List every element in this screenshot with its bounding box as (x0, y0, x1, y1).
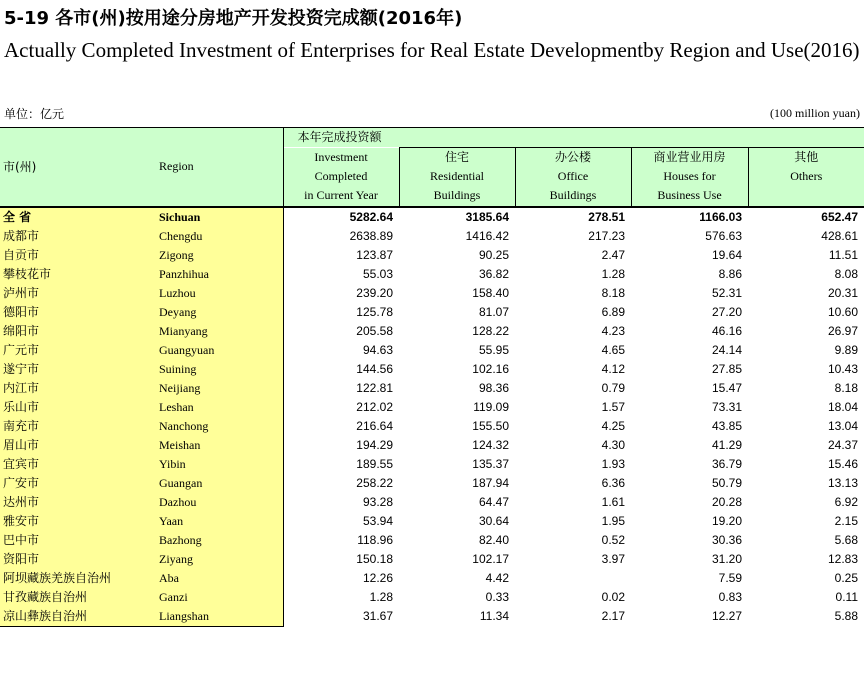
table-row (0, 493, 864, 512)
header-residential-line3: Buildings (433, 188, 481, 203)
region-name-en: Nanchong (157, 417, 283, 436)
region-name-cn: 眉山市 (0, 436, 157, 455)
value-bus: 15.47 (711, 380, 742, 395)
region-name-en: Dazhou (157, 493, 283, 512)
region-name-en: Bazhong (157, 531, 283, 550)
value-oth: 15.46 (827, 456, 858, 471)
header-residential-cn: 住宅 (444, 150, 469, 165)
value-res: 0.33 (485, 589, 509, 604)
value-oth: 20.31 (827, 285, 858, 300)
value-oth: 8.18 (834, 380, 858, 395)
region-name-cn: 绵阳市 (0, 322, 157, 341)
region-name-en: Meishan (157, 436, 283, 455)
header-region-en: Region (157, 128, 283, 207)
region-name-en: Mianyang (157, 322, 283, 341)
value-bus: 24.14 (711, 342, 742, 357)
header-investment-line3: in Current Year (304, 188, 378, 202)
value-res: 3185.64 (465, 209, 509, 224)
value-oth: 26.97 (827, 323, 858, 338)
value-oth: 428.61 (821, 228, 858, 243)
value-oth: 8.08 (834, 266, 858, 281)
unit-label-en: (100 million yuan) (770, 106, 860, 120)
value-oth: 12.83 (827, 551, 858, 566)
region-name-cn: 宜宾市 (0, 455, 157, 474)
value-res: 82.40 (478, 532, 509, 547)
value-bus: 27.85 (711, 361, 742, 376)
value-res: 128.22 (472, 323, 509, 338)
region-name-en: Deyang (157, 303, 283, 322)
value-bus: 27.20 (711, 304, 742, 319)
value-res: 90.25 (478, 247, 509, 262)
region-name-en: Luzhou (157, 284, 283, 303)
header-business-cn: 商业营业用房 (653, 150, 726, 165)
table-row (0, 303, 864, 322)
value-off: 6.36 (601, 475, 625, 490)
value-bus: 19.20 (711, 513, 742, 528)
header-investment (283, 148, 399, 207)
value-off: 2.17 (601, 608, 625, 623)
value-bus: 30.36 (711, 532, 742, 547)
value-inv: 118.96 (357, 532, 393, 547)
region-name-en: Sichuan (157, 207, 283, 227)
region-name-en: Neijiang (157, 379, 283, 398)
region-name-cn: 资阳市 (0, 550, 157, 569)
value-inv: 216.64 (356, 418, 393, 433)
value-oth: 13.13 (827, 475, 858, 490)
value-oth: 652.47 (821, 209, 858, 224)
value-res: 102.16 (472, 361, 509, 376)
value-res: 55.95 (478, 342, 509, 357)
region-name-en: Panzhihua (157, 265, 283, 284)
value-off: 4.65 (601, 342, 625, 357)
value-inv: 123.87 (356, 247, 393, 262)
value-inv: 93.28 (362, 494, 393, 509)
value-oth: 0.25 (834, 570, 858, 585)
value-off: 6.89 (601, 304, 625, 319)
value-res: 119.09 (473, 399, 509, 414)
region-name-cn: 阿坝藏族羌族自治州 (0, 569, 157, 588)
region-name-cn: 广安市 (0, 474, 157, 493)
header-others-en: Others (790, 169, 823, 183)
value-inv: 122.81 (356, 380, 393, 395)
value-off: 2.47 (601, 247, 625, 262)
table-row (0, 341, 864, 360)
value-res: 102.17 (472, 551, 509, 566)
value-off: 0.52 (601, 532, 625, 547)
region-name-cn: 内江市 (0, 379, 157, 398)
value-off: 217.23 (588, 228, 625, 243)
region-name-en: Chengdu (157, 227, 283, 246)
region-name-cn: 甘孜藏族自治州 (0, 588, 157, 607)
region-name-cn: 泸州市 (0, 284, 157, 303)
table-title-cn: 5-19 各市(州)按用途分房地产开发投资完成额(2016年) (4, 8, 463, 29)
header-others (748, 148, 864, 207)
header-others-cn: 其他 (794, 150, 819, 164)
value-res: 155.50 (472, 418, 509, 433)
value-inv: 150.18 (356, 551, 393, 566)
header-business-line2: Houses for (663, 169, 716, 184)
value-bus: 52.31 (711, 285, 742, 300)
value-inv: 12.26 (362, 570, 393, 585)
value-inv: 212.02 (356, 399, 393, 414)
header-business-line3: Business Use (657, 188, 722, 203)
table-row (0, 265, 864, 284)
table-title-en: Actually Completed Investment of Enterprises for Real Estate Developmentby Region and Use(2016) (4, 38, 860, 62)
value-bus: 8.86 (718, 266, 742, 281)
value-inv: 5282.64 (349, 209, 393, 224)
value-oth: 9.89 (834, 342, 858, 357)
table-row (0, 322, 864, 341)
region-name-en: Yaan (157, 512, 283, 531)
region-name-cn: 达州市 (0, 493, 157, 512)
value-oth: 5.68 (834, 532, 858, 547)
value-inv: 258.22 (356, 475, 393, 490)
value-inv: 189.55 (356, 456, 393, 471)
region-name-cn: 乐山市 (0, 398, 157, 417)
table-body (0, 207, 864, 627)
value-bus: 50.79 (711, 475, 742, 490)
region-name-cn: 攀枝花市 (0, 265, 157, 284)
value-oth: 2.15 (834, 513, 858, 528)
value-bus: 1166.03 (699, 209, 742, 224)
value-inv: 94.63 (362, 342, 393, 357)
value-oth: 24.37 (827, 437, 858, 452)
region-name-cn: 巴中市 (0, 531, 157, 550)
value-bus: 46.16 (711, 323, 742, 338)
header-region-cn: 市(州) (0, 128, 157, 207)
region-name-en: Yibin (157, 455, 283, 474)
table-row (0, 360, 864, 379)
value-inv: 1.28 (369, 589, 393, 604)
region-name-en: Ziyang (157, 550, 283, 569)
region-name-en: Liangshan (157, 607, 283, 627)
value-inv: 2638.89 (349, 228, 393, 243)
value-res: 4.42 (485, 570, 509, 585)
region-name-cn: 德阳市 (0, 303, 157, 322)
value-inv: 31.67 (362, 608, 393, 623)
value-off: 8.18 (601, 285, 625, 300)
value-bus: 36.79 (711, 456, 742, 471)
value-res: 64.47 (478, 494, 509, 509)
value-oth: 13.04 (827, 418, 858, 433)
value-off: 4.30 (601, 437, 625, 452)
value-bus: 0.83 (718, 589, 742, 604)
region-name-en: Guangyuan (157, 341, 283, 360)
table-row (0, 474, 864, 493)
region-name-cn: 遂宁市 (0, 360, 157, 379)
value-off (515, 569, 631, 588)
value-bus: 41.29 (711, 437, 742, 452)
value-bus: 576.63 (705, 228, 742, 243)
region-name-en: Suining (157, 360, 283, 379)
value-bus: 73.31 (711, 399, 742, 414)
header-business (631, 148, 748, 207)
region-name-en: Leshan (157, 398, 283, 417)
table-row (0, 436, 864, 455)
region-name-cn: 雅安市 (0, 512, 157, 531)
region-name-cn: 广元市 (0, 341, 157, 360)
value-off: 0.79 (601, 380, 625, 395)
value-res: 81.07 (478, 304, 509, 319)
value-inv: 194.29 (356, 437, 393, 452)
value-off: 1.57 (601, 399, 625, 414)
value-bus: 43.85 (711, 418, 742, 433)
value-res: 135.37 (472, 456, 509, 471)
table-row (0, 531, 864, 550)
header-office (515, 148, 631, 207)
value-inv: 53.94 (362, 513, 393, 528)
table-row (0, 246, 864, 265)
value-res: 36.82 (478, 266, 509, 281)
table-row (0, 227, 864, 246)
header-investment-line1: Investment (314, 150, 368, 164)
header-residential (399, 148, 515, 207)
table-row (0, 284, 864, 303)
value-off: 4.12 (601, 361, 625, 376)
value-res: 11.34 (479, 608, 509, 623)
table-row (0, 455, 864, 474)
region-name-cn: 全 省 (0, 207, 157, 227)
value-oth: 11.51 (828, 247, 858, 262)
value-bus: 12.27 (711, 608, 742, 623)
table-row (0, 379, 864, 398)
table-row (0, 569, 864, 588)
value-oth: 10.43 (827, 361, 858, 376)
table-row (0, 417, 864, 436)
value-inv: 55.03 (362, 266, 393, 281)
header-office-line2: Office (557, 169, 589, 184)
region-name-en: Aba (157, 569, 283, 588)
table-row (0, 512, 864, 531)
value-off: 278.51 (588, 209, 625, 224)
value-off: 4.25 (601, 418, 625, 433)
value-oth: 5.88 (834, 608, 858, 623)
value-off: 1.61 (601, 494, 625, 509)
region-name-cn: 凉山彝族自治州 (0, 607, 157, 627)
value-inv: 205.58 (356, 323, 393, 338)
value-bus: 20.28 (711, 494, 742, 509)
value-oth: 18.04 (827, 399, 858, 414)
value-inv: 144.56 (356, 361, 393, 376)
header-office-cn: 办公楼 (554, 150, 591, 165)
value-oth: 6.92 (834, 494, 858, 509)
value-off: 4.23 (601, 323, 625, 338)
region-name-cn: 成都市 (0, 227, 157, 246)
value-off: 0.02 (601, 589, 625, 604)
value-res: 124.32 (472, 437, 509, 452)
value-off: 3.97 (601, 551, 625, 566)
value-res: 30.64 (478, 513, 509, 528)
region-name-en: Zigong (157, 246, 283, 265)
table-row-total (0, 207, 864, 227)
value-bus: 31.20 (711, 551, 742, 566)
value-res: 98.36 (478, 380, 509, 395)
header-investment-line2: Completed (314, 169, 368, 183)
region-name-cn: 南充市 (0, 417, 157, 436)
value-inv: 239.20 (356, 285, 393, 300)
header-group-title: 本年完成投资额 (283, 128, 864, 148)
value-res: 158.40 (472, 285, 509, 300)
table-row (0, 607, 864, 627)
value-bus: 19.64 (711, 247, 742, 262)
unit-label-cn: 单位：亿元 (4, 107, 65, 121)
region-name-en: Guangan (157, 474, 283, 493)
value-bus: 7.59 (718, 570, 742, 585)
header-residential-line2: Residential (430, 169, 484, 184)
header-office-line3: Buildings (549, 188, 597, 203)
table-row (0, 588, 864, 607)
value-oth: 10.60 (827, 304, 858, 319)
table-row (0, 550, 864, 569)
value-res: 187.94 (472, 475, 509, 490)
value-res: 1416.42 (465, 228, 509, 243)
value-off: 1.93 (601, 456, 625, 471)
investment-table (0, 127, 864, 627)
region-name-cn: 自贡市 (0, 246, 157, 265)
value-off: 1.28 (601, 266, 625, 281)
value-off: 1.95 (601, 513, 625, 528)
region-name-en: Ganzi (157, 588, 283, 607)
value-inv: 125.78 (356, 304, 393, 319)
table-row (0, 398, 864, 417)
value-oth: 0.11 (835, 589, 858, 604)
